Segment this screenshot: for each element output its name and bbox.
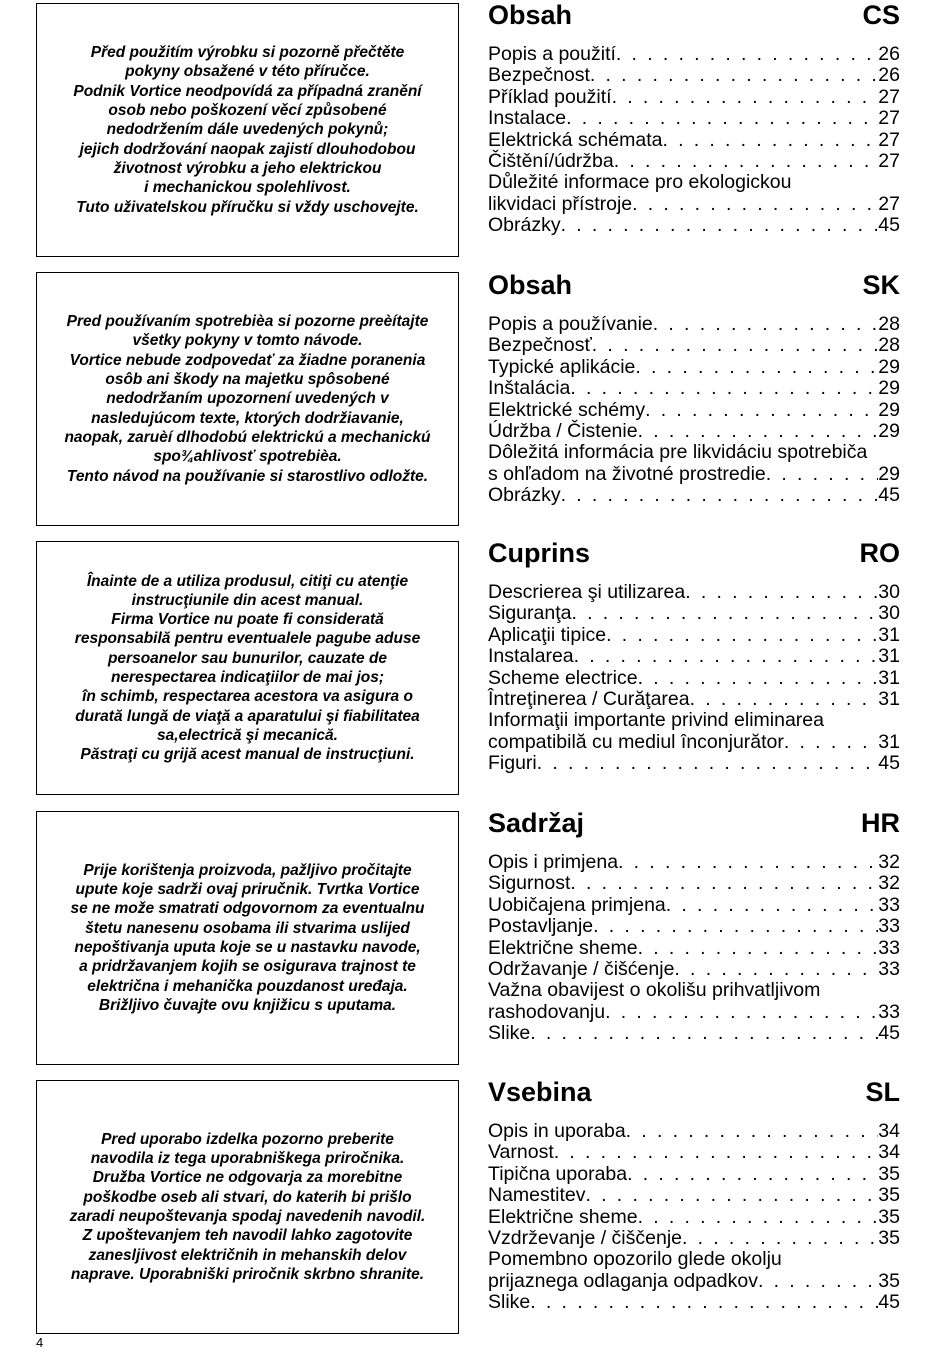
toc-header bbox=[488, 0, 900, 34]
toc-entry-label-line: Dôležitá informácia pre likvidáciu spotrebiča bbox=[488, 441, 868, 464]
warning-line: sa,electrică şi mecanică. bbox=[157, 726, 338, 744]
toc-entry-row bbox=[488, 335, 900, 356]
toc-entry bbox=[488, 603, 900, 624]
toc-entry-page: 32 bbox=[878, 851, 900, 873]
warning-line: poškodbe oseb ali stvari, do katerih bi prišlo bbox=[83, 1188, 412, 1206]
toc-entry-page: 32 bbox=[878, 872, 900, 895]
toc-entry-row bbox=[488, 215, 900, 236]
toc-entry-label: s ohľadom na životné prostredie bbox=[488, 462, 766, 485]
toc-cs bbox=[488, 0, 900, 237]
warning-line: responsabilă pentru eventualele pagube aduse bbox=[74, 630, 421, 648]
toc-entry-label: Varnost bbox=[488, 1141, 554, 1164]
dot-leader bbox=[653, 314, 879, 335]
toc-entry bbox=[488, 151, 900, 172]
toc-entry-row bbox=[488, 916, 900, 937]
toc-entry-label: Slike bbox=[488, 1022, 531, 1045]
toc-entry bbox=[488, 421, 900, 442]
toc-entry-label: Figuri bbox=[488, 752, 537, 775]
toc-entry bbox=[488, 215, 900, 236]
toc-entry-page: 35 bbox=[878, 1269, 900, 1292]
warning-line: nepoštivanja uputa koje se u nastavku navode, bbox=[74, 939, 421, 956]
toc-entry-row bbox=[488, 852, 900, 873]
dot-leader bbox=[674, 959, 878, 980]
toc-entry bbox=[488, 1228, 900, 1249]
toc-entry-page: 27 bbox=[878, 150, 900, 173]
warning-line: se ne može smatrati odgovornom za eventualnu bbox=[70, 900, 425, 918]
toc-entry-label: likvidaci přístroje bbox=[488, 192, 633, 215]
toc-entry bbox=[488, 44, 900, 65]
toc-entry-row bbox=[488, 357, 900, 378]
toc-entry bbox=[488, 668, 900, 689]
warning-box-sk bbox=[36, 272, 459, 526]
dot-leader bbox=[632, 194, 878, 215]
toc-entry bbox=[488, 753, 900, 774]
toc-entry-page: 30 bbox=[878, 581, 900, 603]
warning-box-cs bbox=[36, 3, 459, 257]
warning-text bbox=[67, 861, 429, 1015]
toc-entry-row bbox=[488, 194, 900, 215]
toc-entry-page: 45 bbox=[878, 484, 900, 507]
toc-entry-page: 30 bbox=[878, 602, 900, 625]
warning-box-sl bbox=[36, 1080, 459, 1334]
toc-entry-label: Vzdrževanje / čiščenje bbox=[488, 1227, 683, 1250]
toc-entry-page: 31 bbox=[878, 645, 900, 668]
toc-entry-row bbox=[488, 646, 900, 667]
dot-leader bbox=[645, 400, 878, 421]
toc-entry-page: 45 bbox=[878, 214, 900, 237]
toc-entry bbox=[488, 1142, 900, 1163]
toc-entry-row bbox=[488, 44, 900, 65]
toc-entry-row bbox=[488, 314, 900, 335]
warning-line: nedodržaním upozornení uvedených v bbox=[106, 390, 389, 408]
toc-entry-page: 35 bbox=[878, 1184, 900, 1207]
toc-entry-row bbox=[488, 1207, 900, 1228]
toc-language-code: HR bbox=[861, 808, 900, 838]
dot-leader bbox=[574, 646, 879, 667]
toc-entry-row bbox=[488, 378, 900, 399]
toc-list bbox=[488, 314, 900, 507]
toc-entry-row bbox=[488, 1023, 900, 1044]
dot-leader bbox=[618, 852, 878, 873]
warning-text bbox=[71, 572, 424, 765]
warning-line: durată lungă de viaţă a aparatului şi fiabilitatea bbox=[75, 707, 420, 725]
warning-line: Z upoštevanjem teh navodil lahko zagotovite bbox=[82, 1227, 413, 1245]
toc-entry-label: Aplicaţii tipice bbox=[488, 623, 607, 646]
toc-entry-page: 34 bbox=[878, 1120, 900, 1142]
toc-entry-page: 35 bbox=[878, 1205, 900, 1228]
toc-entry-label: Elektrické schémy bbox=[488, 398, 646, 421]
warning-line: zanesljivost električnih in mehanskih delov bbox=[88, 1246, 407, 1264]
dot-leader bbox=[685, 582, 878, 603]
toc-entry bbox=[488, 87, 900, 108]
warning-line: upute koje sadrži ovaj priručnik. Tvrtka Vortice bbox=[75, 881, 420, 899]
toc-entry-page: 33 bbox=[878, 936, 900, 959]
toc-entry bbox=[488, 1249, 900, 1292]
dot-leader bbox=[590, 65, 878, 86]
toc-entry bbox=[488, 959, 900, 980]
toc-entry-page: 26 bbox=[878, 43, 900, 65]
dot-leader bbox=[766, 464, 879, 485]
toc-entry-row bbox=[488, 1164, 900, 1185]
toc-entry-row bbox=[488, 753, 900, 774]
toc-entry-label: Bezpečnost bbox=[488, 64, 590, 87]
warning-line: nasledujúcom texte, ktorých dodržiavanie, bbox=[91, 409, 404, 427]
toc-header bbox=[488, 270, 900, 304]
warning-line: Před použitím výrobku si pozorně přečtěte bbox=[90, 44, 405, 62]
toc-entry-row bbox=[488, 87, 900, 108]
toc-entry-label: Inštalácia bbox=[488, 377, 571, 400]
toc-entry-page: 45 bbox=[878, 1022, 900, 1045]
dot-leader bbox=[612, 87, 879, 108]
dot-leader bbox=[784, 732, 878, 753]
toc-entry-row bbox=[488, 689, 900, 710]
toc-sl bbox=[488, 1077, 900, 1314]
dot-leader bbox=[758, 1271, 878, 1292]
warning-line: navodila iz tega uporabniškega priročnika. bbox=[90, 1150, 405, 1168]
toc-entry-label: compatibilă cu mediul înconjurător bbox=[488, 730, 784, 753]
toc-entry bbox=[488, 980, 900, 1023]
toc-header bbox=[488, 538, 900, 572]
toc-entry-label: Obrázky bbox=[488, 214, 561, 237]
toc-entry bbox=[488, 895, 900, 916]
toc-entry-label: Siguranţa bbox=[488, 602, 572, 625]
toc-entry bbox=[488, 582, 900, 603]
toc-entry-row bbox=[488, 582, 900, 603]
toc-entry-row bbox=[488, 959, 900, 980]
toc-entry-row bbox=[488, 1292, 900, 1313]
toc-entry-row bbox=[488, 732, 900, 753]
toc-entry bbox=[488, 335, 900, 356]
toc-language-code: SL bbox=[865, 1077, 900, 1107]
toc-entry-row bbox=[488, 421, 900, 442]
toc-entry-label: Postavljanje bbox=[488, 915, 594, 938]
toc-language-code: SK bbox=[862, 270, 900, 300]
toc-entry bbox=[488, 1164, 900, 1185]
dot-leader bbox=[570, 873, 878, 894]
toc-entry-page: 28 bbox=[878, 313, 900, 335]
toc-entry-label: Întreţinerea / Curăţarea bbox=[488, 688, 690, 711]
toc-entry-label: Održavanje / čišćenje bbox=[488, 958, 675, 981]
toc-sk bbox=[488, 270, 900, 507]
toc-entry bbox=[488, 646, 900, 667]
toc-entry-label-line: Pomembno opozorilo glede okolju bbox=[488, 1248, 782, 1271]
toc-title: Obsah bbox=[488, 0, 573, 30]
toc-entry-page: 33 bbox=[878, 1000, 900, 1023]
dot-leader bbox=[635, 357, 878, 378]
toc-entry-row bbox=[488, 895, 900, 916]
toc-entry-page: 27 bbox=[878, 107, 900, 130]
toc-list bbox=[488, 44, 900, 237]
toc-entry-page: 35 bbox=[878, 1162, 900, 1185]
warning-line: Vortice nebude zodpovedať za žiadne poranenia bbox=[69, 351, 426, 369]
warning-line: instrucţiunile din acest manual. bbox=[131, 591, 364, 609]
toc-entry-page: 28 bbox=[878, 334, 900, 357]
warning-line: spo¾ahlivosť spotrebièa. bbox=[153, 448, 342, 466]
toc-entry-page: 31 bbox=[878, 666, 900, 689]
toc-entry-page: 33 bbox=[878, 893, 900, 916]
toc-ro bbox=[488, 538, 900, 775]
dot-leader bbox=[638, 421, 879, 442]
toc-language-code: CS bbox=[862, 0, 900, 30]
toc-title: Cuprins bbox=[488, 538, 591, 568]
dot-leader bbox=[566, 108, 878, 129]
dot-leader bbox=[638, 668, 879, 689]
toc-entry-row bbox=[488, 873, 900, 894]
dot-leader bbox=[638, 1207, 879, 1228]
warning-line: električna i mehanička pouzdanost uređaja. bbox=[87, 977, 408, 995]
toc-entry-label: Opis i primjena bbox=[488, 851, 619, 873]
toc-entry bbox=[488, 130, 900, 151]
toc-entry-label: Opis in uporaba bbox=[488, 1120, 626, 1142]
warning-line: persoanelor sau bunurilor, cauzate de bbox=[107, 649, 388, 667]
toc-entry bbox=[488, 314, 900, 335]
warning-line: nerespectarea indicaţiilor de mai jos; bbox=[110, 669, 385, 686]
toc-entry-page: 31 bbox=[878, 688, 900, 711]
toc-entry-row bbox=[488, 1142, 900, 1163]
dot-leader bbox=[616, 44, 878, 65]
toc-entry-row bbox=[488, 464, 900, 485]
toc-list bbox=[488, 582, 900, 775]
toc-entry bbox=[488, 1121, 900, 1142]
warning-line: Tento návod na používanie si starostlivo odložte. bbox=[66, 467, 429, 485]
toc-entry-row bbox=[488, 65, 900, 86]
toc-entry bbox=[488, 108, 900, 129]
toc-entry-page: 31 bbox=[878, 730, 900, 753]
dot-leader bbox=[537, 753, 879, 774]
toc-entry-label: Instalace bbox=[488, 107, 567, 130]
toc-entry-label: Údržba / Čistenie bbox=[488, 420, 638, 443]
toc-entry-label: Tipična uporaba bbox=[488, 1162, 628, 1185]
warning-line: Podnik Vortice neodpovídá za případná zranění bbox=[73, 82, 422, 100]
warning-line: a pridržavanjem kojih se osigurava trajnost te bbox=[79, 958, 416, 976]
toc-title: Vsebina bbox=[488, 1077, 592, 1107]
toc-entry bbox=[488, 378, 900, 399]
dot-leader bbox=[666, 895, 879, 916]
toc-entry-label-line: Važna obavijest o okolišu prihvatljivom bbox=[488, 979, 821, 1002]
toc-entry-label: Električne sheme bbox=[488, 1205, 638, 1228]
warning-line: naopak, zaruèí dlhodobú elektrickú a mechanickú bbox=[64, 428, 431, 446]
warning-line: Pred používaním spotrebièa si pozorne preèítajte bbox=[66, 313, 429, 331]
toc-entry-page: 34 bbox=[878, 1141, 900, 1164]
toc-language-code: RO bbox=[859, 538, 900, 568]
warning-box-ro bbox=[36, 541, 459, 795]
warning-line: Păstraţi cu grijă acest manual de instrucţiuni. bbox=[80, 746, 415, 764]
warning-line: zaradi neupoštevanja spodaj navedenih navodil. bbox=[69, 1208, 426, 1225]
toc-entry-label: Popis a použití bbox=[488, 43, 616, 65]
toc-entry-page: 27 bbox=[878, 85, 900, 108]
toc-entry bbox=[488, 938, 900, 959]
toc-entry-page: 33 bbox=[878, 915, 900, 938]
warning-line: Firma Vortice nu poate fi considerată bbox=[111, 611, 384, 629]
dot-leader bbox=[682, 1228, 878, 1249]
toc-entry-row bbox=[488, 400, 900, 421]
warning-line: Prije korištenja proizvoda, pažljivo pročitajte bbox=[83, 861, 412, 879]
toc-entry bbox=[488, 172, 900, 215]
dot-leader bbox=[605, 1002, 878, 1023]
toc-entry-row bbox=[488, 1185, 900, 1206]
dot-leader bbox=[561, 485, 879, 506]
toc-entry-row bbox=[488, 1228, 900, 1249]
toc-entry-page: 29 bbox=[878, 355, 900, 378]
toc-entry bbox=[488, 65, 900, 86]
toc-entry-label: Sigurnost bbox=[488, 872, 571, 895]
toc-entry-row bbox=[488, 1121, 900, 1142]
dot-leader bbox=[606, 625, 878, 646]
warning-box-hr bbox=[36, 811, 459, 1065]
toc-entry-row bbox=[488, 151, 900, 172]
toc-entry-label: Descrierea şi utilizarea bbox=[488, 581, 686, 603]
toc-header bbox=[488, 808, 900, 842]
warning-text bbox=[66, 1130, 430, 1284]
toc-entry bbox=[488, 625, 900, 646]
dot-leader bbox=[561, 215, 879, 236]
warning-line: osôb ani škody na majetku spôsobené bbox=[105, 371, 390, 389]
toc-entry-page: 29 bbox=[878, 377, 900, 400]
toc-entry bbox=[488, 442, 900, 485]
toc-entry-row bbox=[488, 108, 900, 129]
dot-leader bbox=[554, 1142, 879, 1163]
toc-entry-page: 27 bbox=[878, 192, 900, 215]
toc-entry-page: 33 bbox=[878, 958, 900, 981]
warning-text bbox=[69, 43, 425, 217]
toc-entry-row bbox=[488, 938, 900, 959]
toc-hr bbox=[488, 808, 900, 1045]
dot-leader bbox=[662, 130, 878, 151]
toc-entry-row bbox=[488, 625, 900, 646]
toc-entry-row bbox=[488, 668, 900, 689]
toc-entry bbox=[488, 689, 900, 710]
toc-list bbox=[488, 852, 900, 1045]
warning-text bbox=[60, 312, 434, 486]
toc-entry-page: 29 bbox=[878, 420, 900, 443]
toc-entry-row bbox=[488, 485, 900, 506]
toc-entry-row bbox=[488, 1002, 900, 1023]
toc-entry-page: 27 bbox=[878, 128, 900, 151]
toc-entry bbox=[488, 710, 900, 753]
toc-entry-label: Typické aplikácie bbox=[488, 355, 636, 378]
toc-header bbox=[488, 1077, 900, 1111]
warning-line: Înainte de a utiliza produsul, citiţi cu atenţie bbox=[86, 572, 409, 590]
dot-leader bbox=[690, 689, 879, 710]
toc-entry-label: Slike bbox=[488, 1291, 531, 1314]
toc-entry-page: 29 bbox=[878, 398, 900, 421]
dot-leader bbox=[586, 1185, 879, 1206]
toc-entry-label: Příklad použití bbox=[488, 85, 612, 108]
toc-entry bbox=[488, 852, 900, 873]
dot-leader bbox=[592, 335, 879, 356]
page-number: 4 bbox=[36, 1335, 44, 1350]
toc-entry-page: 45 bbox=[878, 1291, 900, 1314]
toc-entry bbox=[488, 1023, 900, 1044]
warning-line: jejich dodržování naopak zajistí dlouhodobou bbox=[79, 140, 416, 158]
dot-leader bbox=[614, 151, 879, 172]
toc-entry-label: Instalarea bbox=[488, 645, 574, 668]
toc-entry-page: 26 bbox=[878, 64, 900, 87]
toc-entry-page: 31 bbox=[878, 623, 900, 646]
toc-entry-page: 45 bbox=[878, 752, 900, 775]
warning-line: i mechanickou spolehlivost. bbox=[144, 179, 351, 197]
toc-entry-label: Čištění/údržba bbox=[488, 150, 614, 173]
toc-entry bbox=[488, 916, 900, 937]
toc-entry-label-line: Informaţii importante privind eliminarea bbox=[488, 709, 824, 732]
toc-entry bbox=[488, 1207, 900, 1228]
toc-title: Sadržaj bbox=[488, 808, 585, 838]
toc-entry-label: Scheme electrice bbox=[488, 666, 638, 689]
toc-entry-row bbox=[488, 603, 900, 624]
warning-line: životnost výrobku a jeho elektrickou bbox=[113, 159, 382, 177]
toc-entry-label: Bezpečnosť bbox=[488, 334, 592, 357]
dot-leader bbox=[570, 378, 878, 399]
warning-line: Družba Vortice ne odgovarja za morebitne bbox=[92, 1169, 403, 1187]
toc-list bbox=[488, 1121, 900, 1314]
toc-entry bbox=[488, 873, 900, 894]
warning-line: štetu nanesenu osobama ili stvarima uslijed bbox=[85, 919, 410, 937]
toc-entry-row bbox=[488, 1271, 900, 1292]
dot-leader bbox=[571, 603, 878, 624]
warning-line: osob nebo poškození věcí způsobené bbox=[108, 102, 387, 120]
toc-entry-row bbox=[488, 130, 900, 151]
toc-entry-label: rashodovanju bbox=[488, 1000, 606, 1023]
toc-entry bbox=[488, 1185, 900, 1206]
toc-entry bbox=[488, 485, 900, 506]
toc-title: Obsah bbox=[488, 270, 573, 300]
dot-leader bbox=[626, 1121, 879, 1142]
toc-entry-page: 29 bbox=[878, 462, 900, 485]
warning-line: Brižljivo čuvajte ovu knjižicu s uputama. bbox=[98, 996, 397, 1014]
warning-line: Pred uporabo izdelka pozorno preberite bbox=[101, 1130, 394, 1148]
toc-entry bbox=[488, 357, 900, 378]
dot-leader bbox=[627, 1164, 878, 1185]
dot-leader bbox=[593, 916, 878, 937]
toc-entry-label-line: Důležité informace pro ekologickou bbox=[488, 171, 792, 194]
toc-entry-label: Elektrická schémata bbox=[488, 128, 663, 151]
dot-leader bbox=[530, 1292, 878, 1313]
warning-line: naprave. Uporabniški priročnik skrbno shranite. bbox=[70, 1265, 425, 1283]
warning-line: všetky pokyny v tomto návode. bbox=[132, 332, 363, 350]
warning-line: nedodržením dále uvedených pokynů; bbox=[106, 121, 389, 139]
toc-entry-label: Popis a používanie bbox=[488, 313, 653, 335]
dot-leader bbox=[530, 1023, 878, 1044]
warning-line: în schimb, respectarea acestora va asigura o bbox=[82, 688, 413, 706]
toc-entry-label: Namestitev bbox=[488, 1184, 586, 1207]
dot-leader bbox=[638, 938, 879, 959]
toc-entry-label: Električne sheme bbox=[488, 936, 638, 959]
toc-entry bbox=[488, 1292, 900, 1313]
warning-line: Tuto uživatelskou příručku si vždy uschovejte. bbox=[76, 198, 419, 216]
toc-entry bbox=[488, 400, 900, 421]
toc-entry-label: Uobičajena primjena bbox=[488, 893, 666, 916]
toc-entry-label: Obrázky bbox=[488, 484, 561, 507]
warning-line: pokyny obsažené v této příručce. bbox=[125, 63, 370, 81]
toc-entry-page: 35 bbox=[878, 1227, 900, 1250]
toc-entry-label: prijaznega odlaganja odpadkov bbox=[488, 1269, 758, 1292]
